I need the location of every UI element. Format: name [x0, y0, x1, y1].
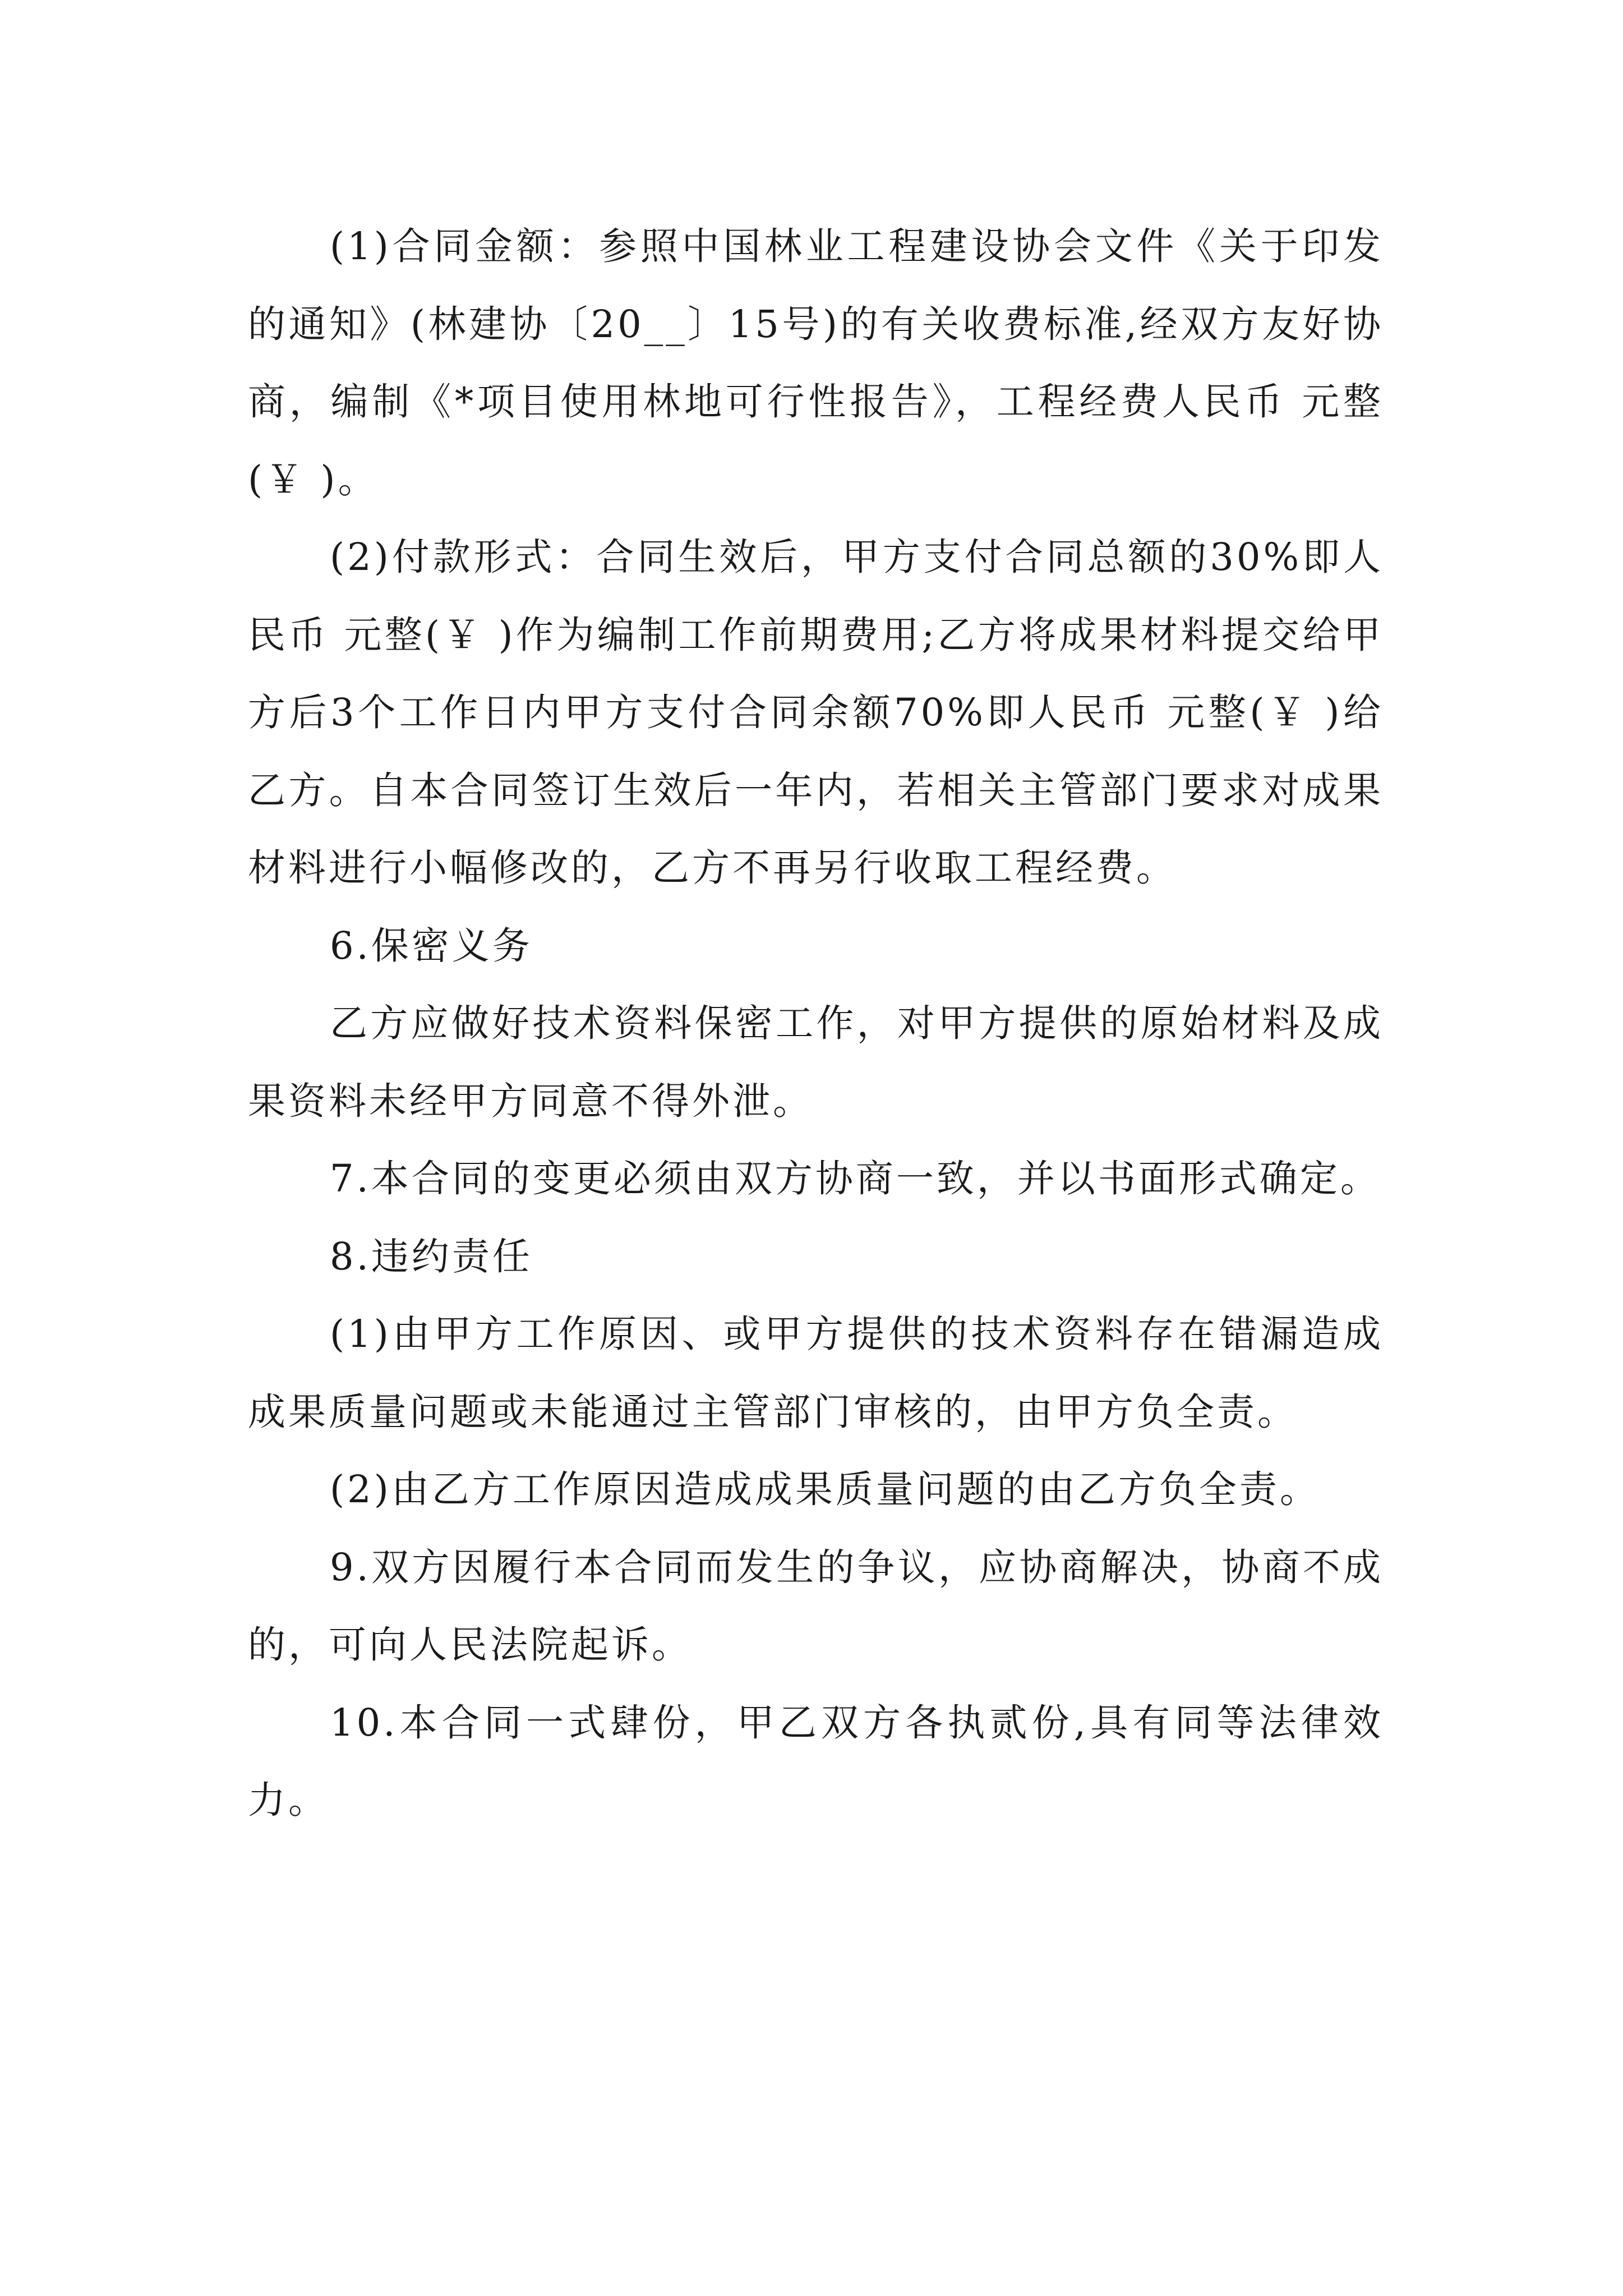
heading-confidentiality: 6.保密义务	[330, 923, 533, 968]
paragraph-contract-changes: 7.本合同的变更必须由双方协商一致，并以书面形式确定。	[330, 1157, 1381, 1200]
paragraph-disputes: 9.双方因履行本合同而发生的争议，应协商解决，协商不成的，可向人民法院起诉。	[248, 1545, 1384, 1667]
paragraph-confidentiality: 乙方应做好技术资料保密工作，对甲方提供的原始材料及成果资料未经甲方同意不得外泄。	[248, 1001, 1384, 1123]
paragraph-liability-party-b: (2)由乙方工作原因造成成果质量问题的由乙方负全责。	[330, 1467, 1320, 1511]
paragraph-payment-terms: (2)付款形式：合同生效后，甲方支付合同总额的30%即人民币 元整(￥ )作为编制工作前期费用;乙方将成果材料提交给甲方后3个工作日内甲方支付合同余额70%即人民币 元整(￥ )给乙方。自本合同签订生效后一年内，若相关主管部门要求对成果材料进行小幅修改的，乙方不再另行收取工程经费。	[248, 535, 1384, 890]
paragraph-contract-amount: (1)合同金额：参照中国林业工程建设协会文件《关于印发的通知》(林建协〔20__〕15号)的有关收费标准,经双方友好协商，编制《*项目使用林地可行性报告》，工程经费人民币 元整(￥ )。	[248, 224, 1384, 501]
heading-liability: 8.违约责任	[330, 1234, 533, 1278]
paragraph-copies: 10.本合同一式肆份，甲乙双方各执贰份,具有同等法律效力。	[248, 1700, 1384, 1822]
document-body	[248, 208, 1384, 1839]
paragraph-liability-party-a: (1)由甲方工作原因、或甲方提供的技术资料存在错漏造成成果质量问题或未能通过主管部门审核的，由甲方负全责。	[248, 1312, 1384, 1434]
